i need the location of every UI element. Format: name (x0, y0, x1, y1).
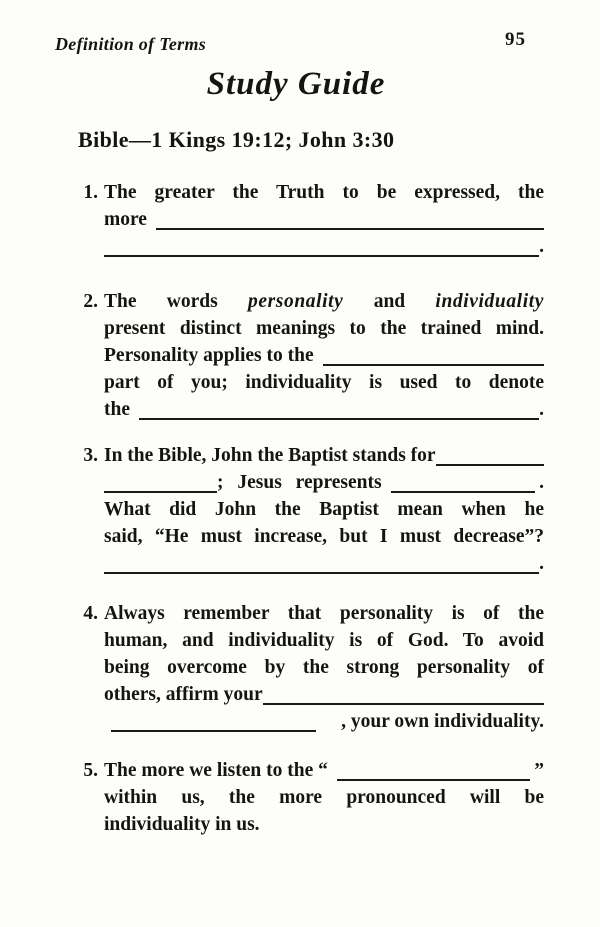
question-text: individuality in us. (104, 814, 260, 835)
question-3-number: 3. (83, 445, 98, 466)
question-text: Personality applies to the (104, 345, 314, 366)
question-text: . (539, 472, 544, 493)
fill-in-blank-line (104, 255, 539, 257)
question-line (104, 523, 544, 550)
fill-in-blank-line (263, 703, 544, 705)
question-3 (78, 442, 544, 577)
question-2-number: 2. (83, 291, 98, 312)
question-text: , your own individuality. (341, 711, 544, 732)
question-text: . (539, 399, 544, 420)
question-line (104, 627, 544, 654)
question-text: within us, the more pronounced will be (104, 787, 544, 808)
question-text: The words (104, 291, 248, 312)
question-line (104, 206, 544, 233)
question-text: and (343, 291, 436, 312)
question-text: others, affirm your (104, 684, 263, 705)
question-line (104, 179, 544, 206)
question-text-italic: personality (247, 291, 344, 312)
question-1 (78, 179, 544, 260)
question-line (104, 288, 544, 315)
page-number: 95 (505, 29, 526, 50)
question-4 (78, 600, 544, 735)
question-text: In the Bible, John the Baptist stands for (104, 445, 436, 466)
question-2-body (104, 288, 544, 423)
question-line (104, 757, 544, 784)
running-header-title: Definition of Terms (55, 34, 207, 54)
question-text: The greater the Truth to be expressed, the (104, 182, 544, 203)
question-2 (78, 288, 544, 423)
question-line (104, 315, 544, 342)
fill-in-blank-line (104, 491, 217, 493)
question-text: ” (534, 760, 544, 781)
fill-in-blank-line (111, 730, 316, 732)
question-text: Always remember that personality is of the (104, 603, 544, 624)
question-text: more (104, 209, 147, 230)
question-text: human, and individuality is of God. To avoid (104, 630, 544, 651)
question-4-number: 4. (83, 603, 98, 624)
question-line (104, 708, 544, 735)
question-line (104, 233, 544, 260)
study-guide-questions (78, 179, 544, 838)
question-1-body (104, 179, 544, 260)
question-text-italic: individuality (435, 291, 544, 312)
question-text: ; Jesus represents (217, 472, 382, 493)
question-text: present distinct meanings to the trained mind. (104, 318, 544, 339)
question-1-number: 1. (83, 182, 98, 203)
question-line (104, 811, 544, 838)
question-text: What did John the Baptist mean when he (104, 499, 544, 520)
question-line (104, 396, 544, 423)
fill-in-blank-line (391, 491, 536, 493)
question-line (104, 681, 544, 708)
fill-in-blank-line (337, 779, 530, 781)
fill-in-blank-line (139, 418, 539, 420)
question-5-body (104, 757, 544, 838)
question-5 (78, 757, 544, 838)
question-text: the (104, 399, 130, 420)
page-title: Study Guide (206, 66, 386, 102)
question-text: said, “He must increase, but I must decrease”? (104, 526, 544, 547)
question-3-body (104, 442, 544, 577)
question-text: being overcome by the strong personality of (104, 657, 544, 678)
question-text: part of you; individuality is used to denote (104, 372, 544, 393)
question-line (104, 654, 544, 681)
question-5-number: 5. (83, 760, 98, 781)
question-line (104, 342, 544, 369)
fill-in-blank-line (436, 464, 544, 466)
scripture-reference: Bible—1 Kings 19:12; John 3:30 (78, 127, 395, 152)
question-line (104, 496, 544, 523)
fill-in-blank-line (156, 228, 544, 230)
fill-in-blank-line (104, 572, 539, 574)
question-line (104, 442, 544, 469)
question-line (104, 550, 544, 577)
question-line (104, 369, 544, 396)
question-line (104, 784, 544, 811)
fill-in-blank-line (323, 364, 544, 366)
question-line (104, 469, 544, 496)
page-title-wrap (0, 66, 592, 103)
question-text: The more we listen to the “ (104, 760, 328, 781)
question-text: . (539, 236, 544, 257)
question-4-body (104, 600, 544, 735)
question-line (104, 600, 544, 627)
question-text: . (539, 553, 544, 574)
